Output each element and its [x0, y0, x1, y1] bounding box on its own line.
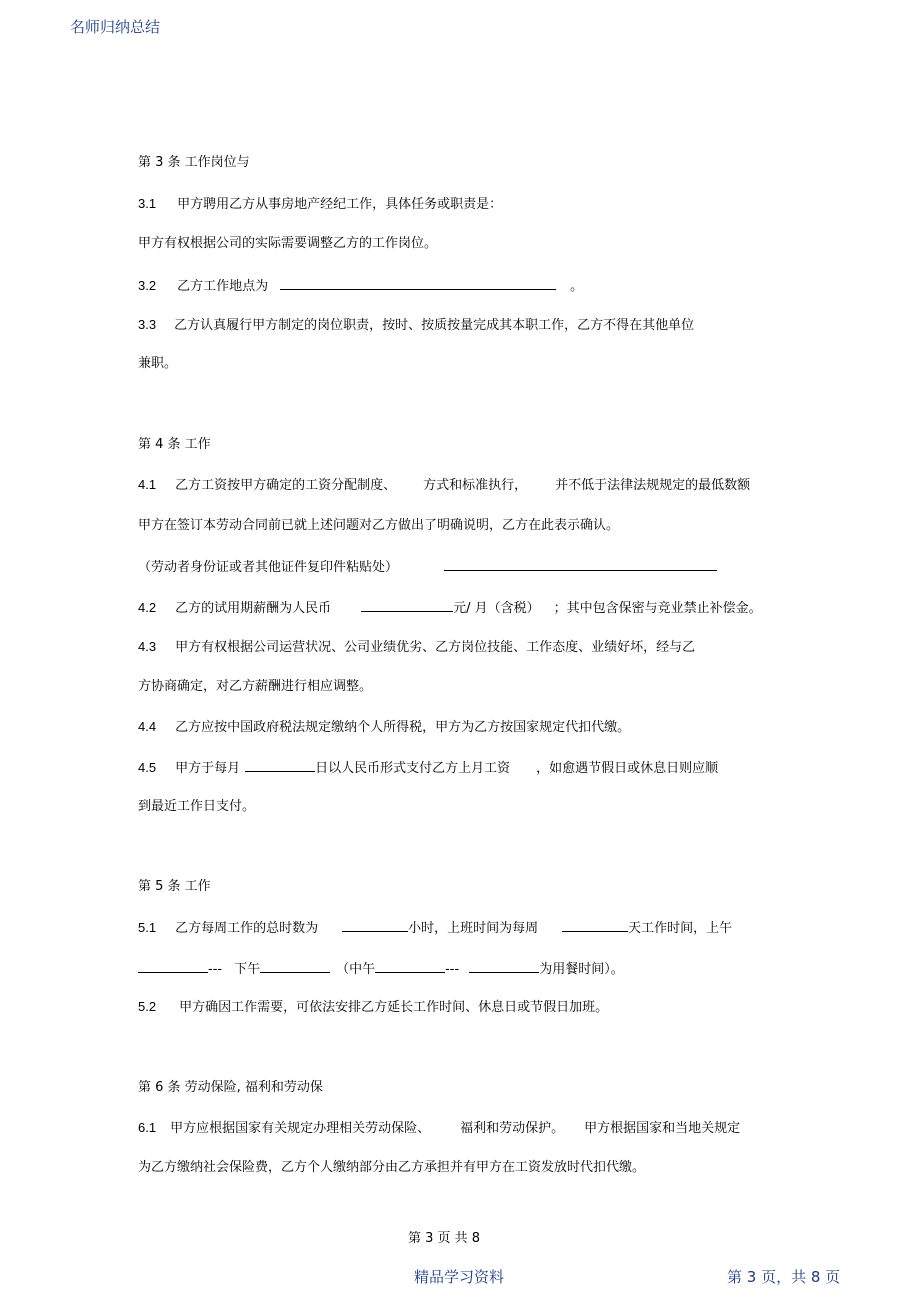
article-4-heading: 第 4 条 工作	[138, 437, 211, 452]
clause-text-a: 甲方应根据国家有关规定办理相关劳动保险、	[170, 1121, 431, 1136]
clause-3-3	[138, 317, 694, 334]
clause-text-c: ；其中包含保密与竞业禁止补偿金。	[553, 601, 762, 616]
page-number-right: 第 3 页，共 8 页	[727, 1268, 841, 1286]
clause-number: 4.1	[138, 477, 157, 492]
id-copy-paste-area	[138, 558, 717, 576]
footer-brand: 精品学习资料	[414, 1268, 505, 1286]
probation-salary-blank[interactable]	[361, 599, 453, 612]
clause-4-1-continued: 甲方在签订本劳动合同前已就上述问题对乙方做出了明确说明，乙方在此表示确认。	[138, 518, 620, 533]
clause-text-a: 乙方工资按甲方确定的工资分配制度、	[175, 478, 397, 493]
clause-4-5	[138, 759, 718, 777]
clause-number: 3.1	[138, 196, 157, 211]
clause-3-2	[138, 277, 583, 295]
noon-start-blank[interactable]	[375, 960, 445, 973]
clause-5-1-schedule	[138, 960, 624, 978]
clause-text-b: 元/ 月（含税）	[453, 601, 540, 616]
clause-3-1	[138, 196, 502, 213]
clause-text: 甲方有权根据公司运营状况、公司业绩优劣、乙方岗位技能、工作态度、业绩好坏，经与乙	[175, 640, 696, 655]
clause-number: 6.1	[138, 1120, 157, 1135]
clause-number: 4.5	[138, 760, 157, 775]
clause-number: 5.1	[138, 920, 157, 935]
clause-4-3-continued: 方协商确定，对乙方薪酬进行相应调整。	[138, 679, 373, 694]
clause-4-1	[138, 477, 750, 494]
payday-blank[interactable]	[245, 759, 315, 772]
clause-4-5-continued: 到最近工作日支付。	[138, 799, 256, 814]
work-location-blank[interactable]	[280, 277, 556, 290]
clause-6-1-continued: 为乙方缴纳社会保险费，乙方个人缴纳部分由乙方承担并有甲方在工资发放时代扣代缴。	[138, 1160, 646, 1175]
clause-4-2	[138, 599, 762, 617]
afternoon-label: 下午	[234, 962, 261, 977]
clause-4-4	[138, 719, 630, 736]
clause-4-3	[138, 639, 695, 656]
dash: ---	[445, 962, 460, 977]
afternoon-blank[interactable]	[260, 960, 330, 973]
clause-5-2	[138, 999, 608, 1016]
clause-text: 甲方聘用乙方从事房地产经纪工作，具体任务或职责是：	[177, 197, 503, 212]
id-copy-label: （劳动者身份证或者其他证件复印件粘贴处）	[138, 560, 399, 575]
article-3-heading: 第 3 条 工作岗位与	[138, 155, 250, 170]
clause-text: 甲方确因工作需要，可依法安排乙方延长工作时间、休息日或节假日加班。	[179, 1000, 609, 1015]
clause-text-c: 天工作时间，上午	[628, 921, 733, 936]
clause-3-3-continued: 兼职。	[138, 356, 178, 371]
clause-text-b: 日以人民币形式支付乙方上月工资	[315, 761, 511, 776]
clause-text: 乙方应按中国政府税法规定缴纳个人所得税，甲方为乙方按国家规定代扣代缴。	[175, 720, 631, 735]
clause-text-b: 小时，上班时间为每周	[408, 921, 539, 936]
clause-number: 5.2	[138, 999, 157, 1014]
workdays-blank[interactable]	[562, 919, 628, 932]
morning-start-blank[interactable]	[138, 960, 208, 973]
clause-text-b: 福利和劳动保护。	[460, 1121, 565, 1136]
noon-label: （中午	[336, 962, 376, 977]
clause-number: 3.3	[138, 317, 157, 332]
clause-number: 4.3	[138, 639, 157, 654]
clause-text: 乙方认真履行甲方制定的岗位职责，按时、按质按量完成其本职工作，乙方不得在其他单位	[174, 318, 695, 333]
article-6-heading: 第 6 条 劳动保险, 福利和劳动保	[138, 1080, 323, 1095]
clause-text-b: 方式和标准执行，	[423, 478, 528, 493]
meal-time-label: 为用餐时间）。	[539, 962, 624, 977]
clause-6-1	[138, 1120, 740, 1137]
clause-text-a: 乙方每周工作的总时数为	[175, 921, 319, 936]
clause-end: 。	[570, 279, 584, 294]
dash: ---	[208, 962, 223, 977]
clause-number: 4.2	[138, 600, 157, 615]
article-5-heading: 第 5 条 工作	[138, 879, 211, 894]
clause-text-a: 甲方于每月	[175, 761, 241, 776]
id-copy-blank[interactable]	[444, 558, 717, 571]
clause-5-1	[138, 919, 732, 937]
header-brand: 名师归纳总结	[70, 18, 161, 36]
noon-end-blank[interactable]	[469, 960, 539, 973]
clause-number: 3.2	[138, 278, 157, 293]
clause-text: 乙方工作地点为	[177, 279, 269, 294]
clause-3-1-continued: 甲方有权根据公司的实际需要调整乙方的工作岗位。	[138, 236, 438, 251]
clause-text-c: 并不低于法律法规规定的最低数额	[555, 478, 751, 493]
clause-text-c: 甲方根据国家和当地关规定	[584, 1121, 741, 1136]
clause-number: 4.4	[138, 719, 157, 734]
clause-text-c: ，如愈遇节假日或休息日则应顺	[536, 761, 719, 776]
page-number-center: 第 3 页 共 8	[408, 1231, 481, 1246]
clause-text-a: 乙方的试用期薪酬为人民币	[175, 601, 332, 616]
weekly-hours-blank[interactable]	[342, 919, 408, 932]
